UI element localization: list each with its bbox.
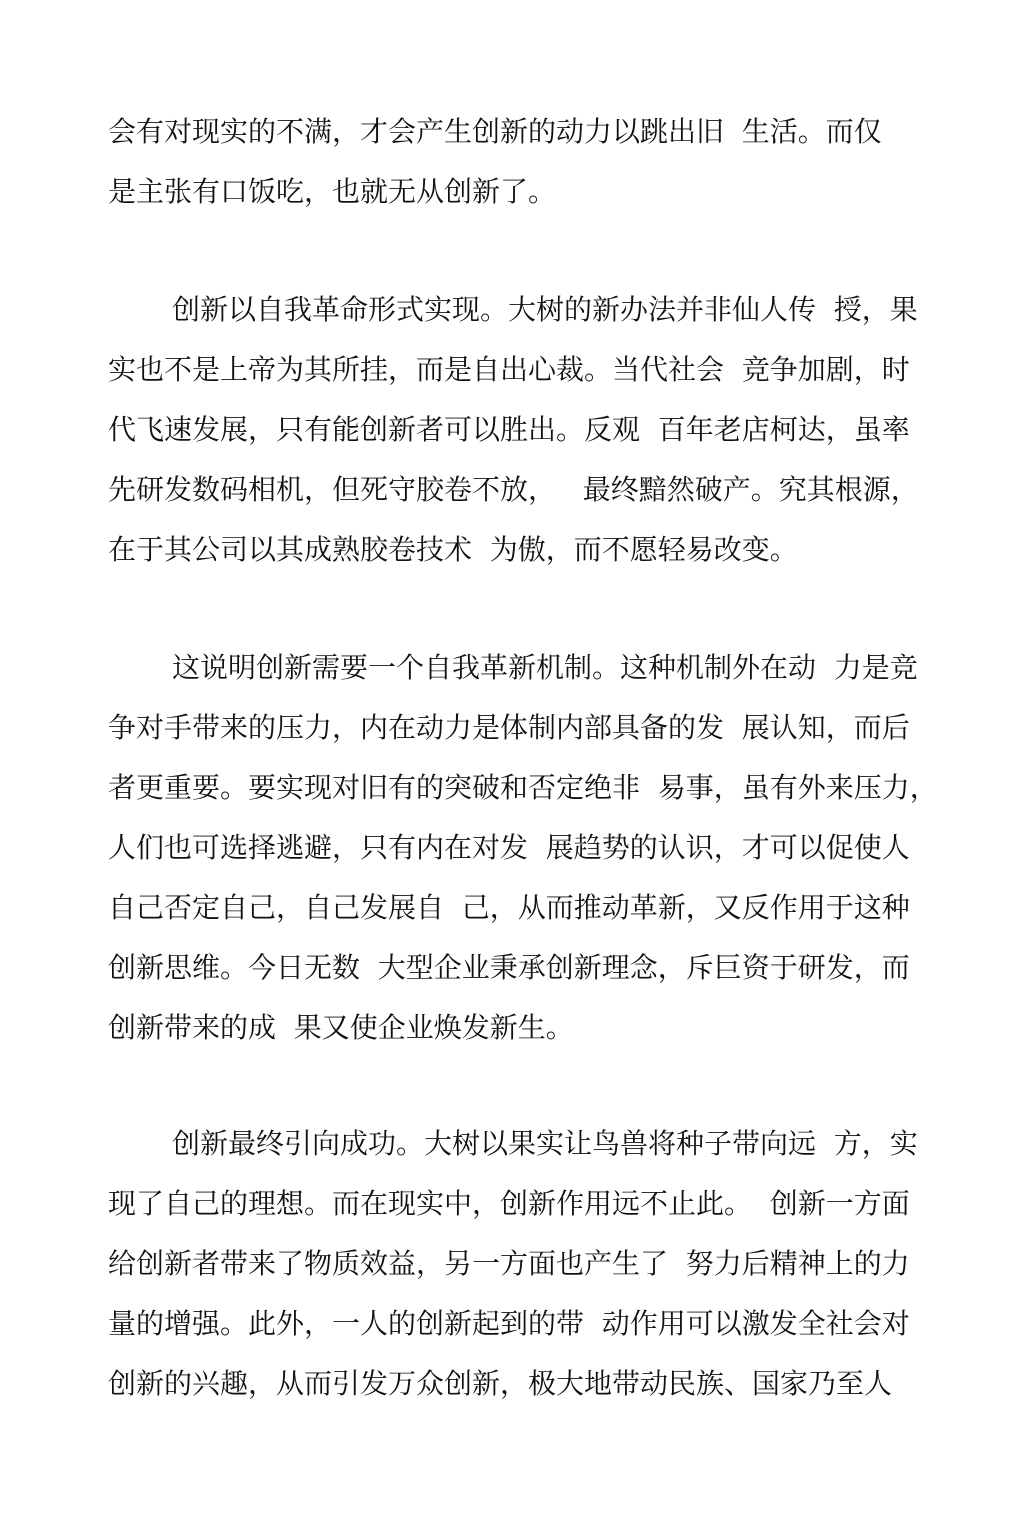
paragraph-1-line-2: 是主张有口饭吃，也就无从创新了。 [108,175,557,208]
paragraph-4-line-1: 创新最终引向成功。大树以果实让鸟兽将种子带向远 方，实 [172,1127,918,1160]
paragraph-3-line-2: 争对手带来的压力，内在动力是体制内部具备的发 展认知，而后 [108,711,910,744]
paragraph-2-line-3: 代飞速发展，只有能创新者可以胜出。反观 百年老店柯达，虽率 [108,413,910,446]
paragraph-2-line-4: 先研发数码相机，但死守胶卷不放， 最终黯然破产。究其根源， [108,473,919,506]
paragraph-2-line-5: 在于其公司以其成熟胶卷技术 为傲，而不愿轻易改变。 [108,533,798,566]
paragraph-4-line-2: 现了自己的理想。而在现实中，创新作用远不止此。 创新一方面 [108,1187,910,1220]
paragraph-1-line-1: 会有对现实的不满，才会产生创新的动力以跳出旧 生活。而仅 [108,115,882,148]
paragraph-3-line-3: 者更重要。要实现对旧有的突破和否定绝非 易事，虽有外来压力， [108,771,938,804]
paragraph-2-line-1: 创新以自我革命形式实现。大树的新办法并非仙人传 授，果 [172,293,918,326]
paragraph-4-line-4: 量的增强。此外，一人的创新起到的带 动作用可以激发全社会对 [108,1307,910,1340]
paragraph-4-line-3: 给创新者带来了物质效益，另一方面也产生了 努力后精神上的力 [108,1247,910,1280]
paragraph-4-line-5: 创新的兴趣，从而引发万众创新，极大地带动民族、国家乃至人 [108,1367,893,1400]
paragraph-3-line-7: 创新带来的成 果又使企业焕发新生。 [108,1011,574,1044]
paragraph-3-line-6: 创新思维。今日无数 大型企业秉承创新理念，斥巨资于研发，而 [108,951,910,984]
paragraph-2-line-2: 实也不是上帝为其所挂，而是自出心裁。当代社会 竞争加剧，时 [108,353,910,386]
paragraph-3-line-1: 这说明创新需要一个自我革新机制。这种机制外在动 力是竞 [172,651,918,684]
paragraph-3-line-5: 自己否定自己，自己发展自 己，从而推动革新，又反作用于这种 [108,891,910,924]
paragraph-3-line-4: 人们也可选择逃避，只有内在对发 展趋势的认识，才可以促使人 [108,831,910,864]
